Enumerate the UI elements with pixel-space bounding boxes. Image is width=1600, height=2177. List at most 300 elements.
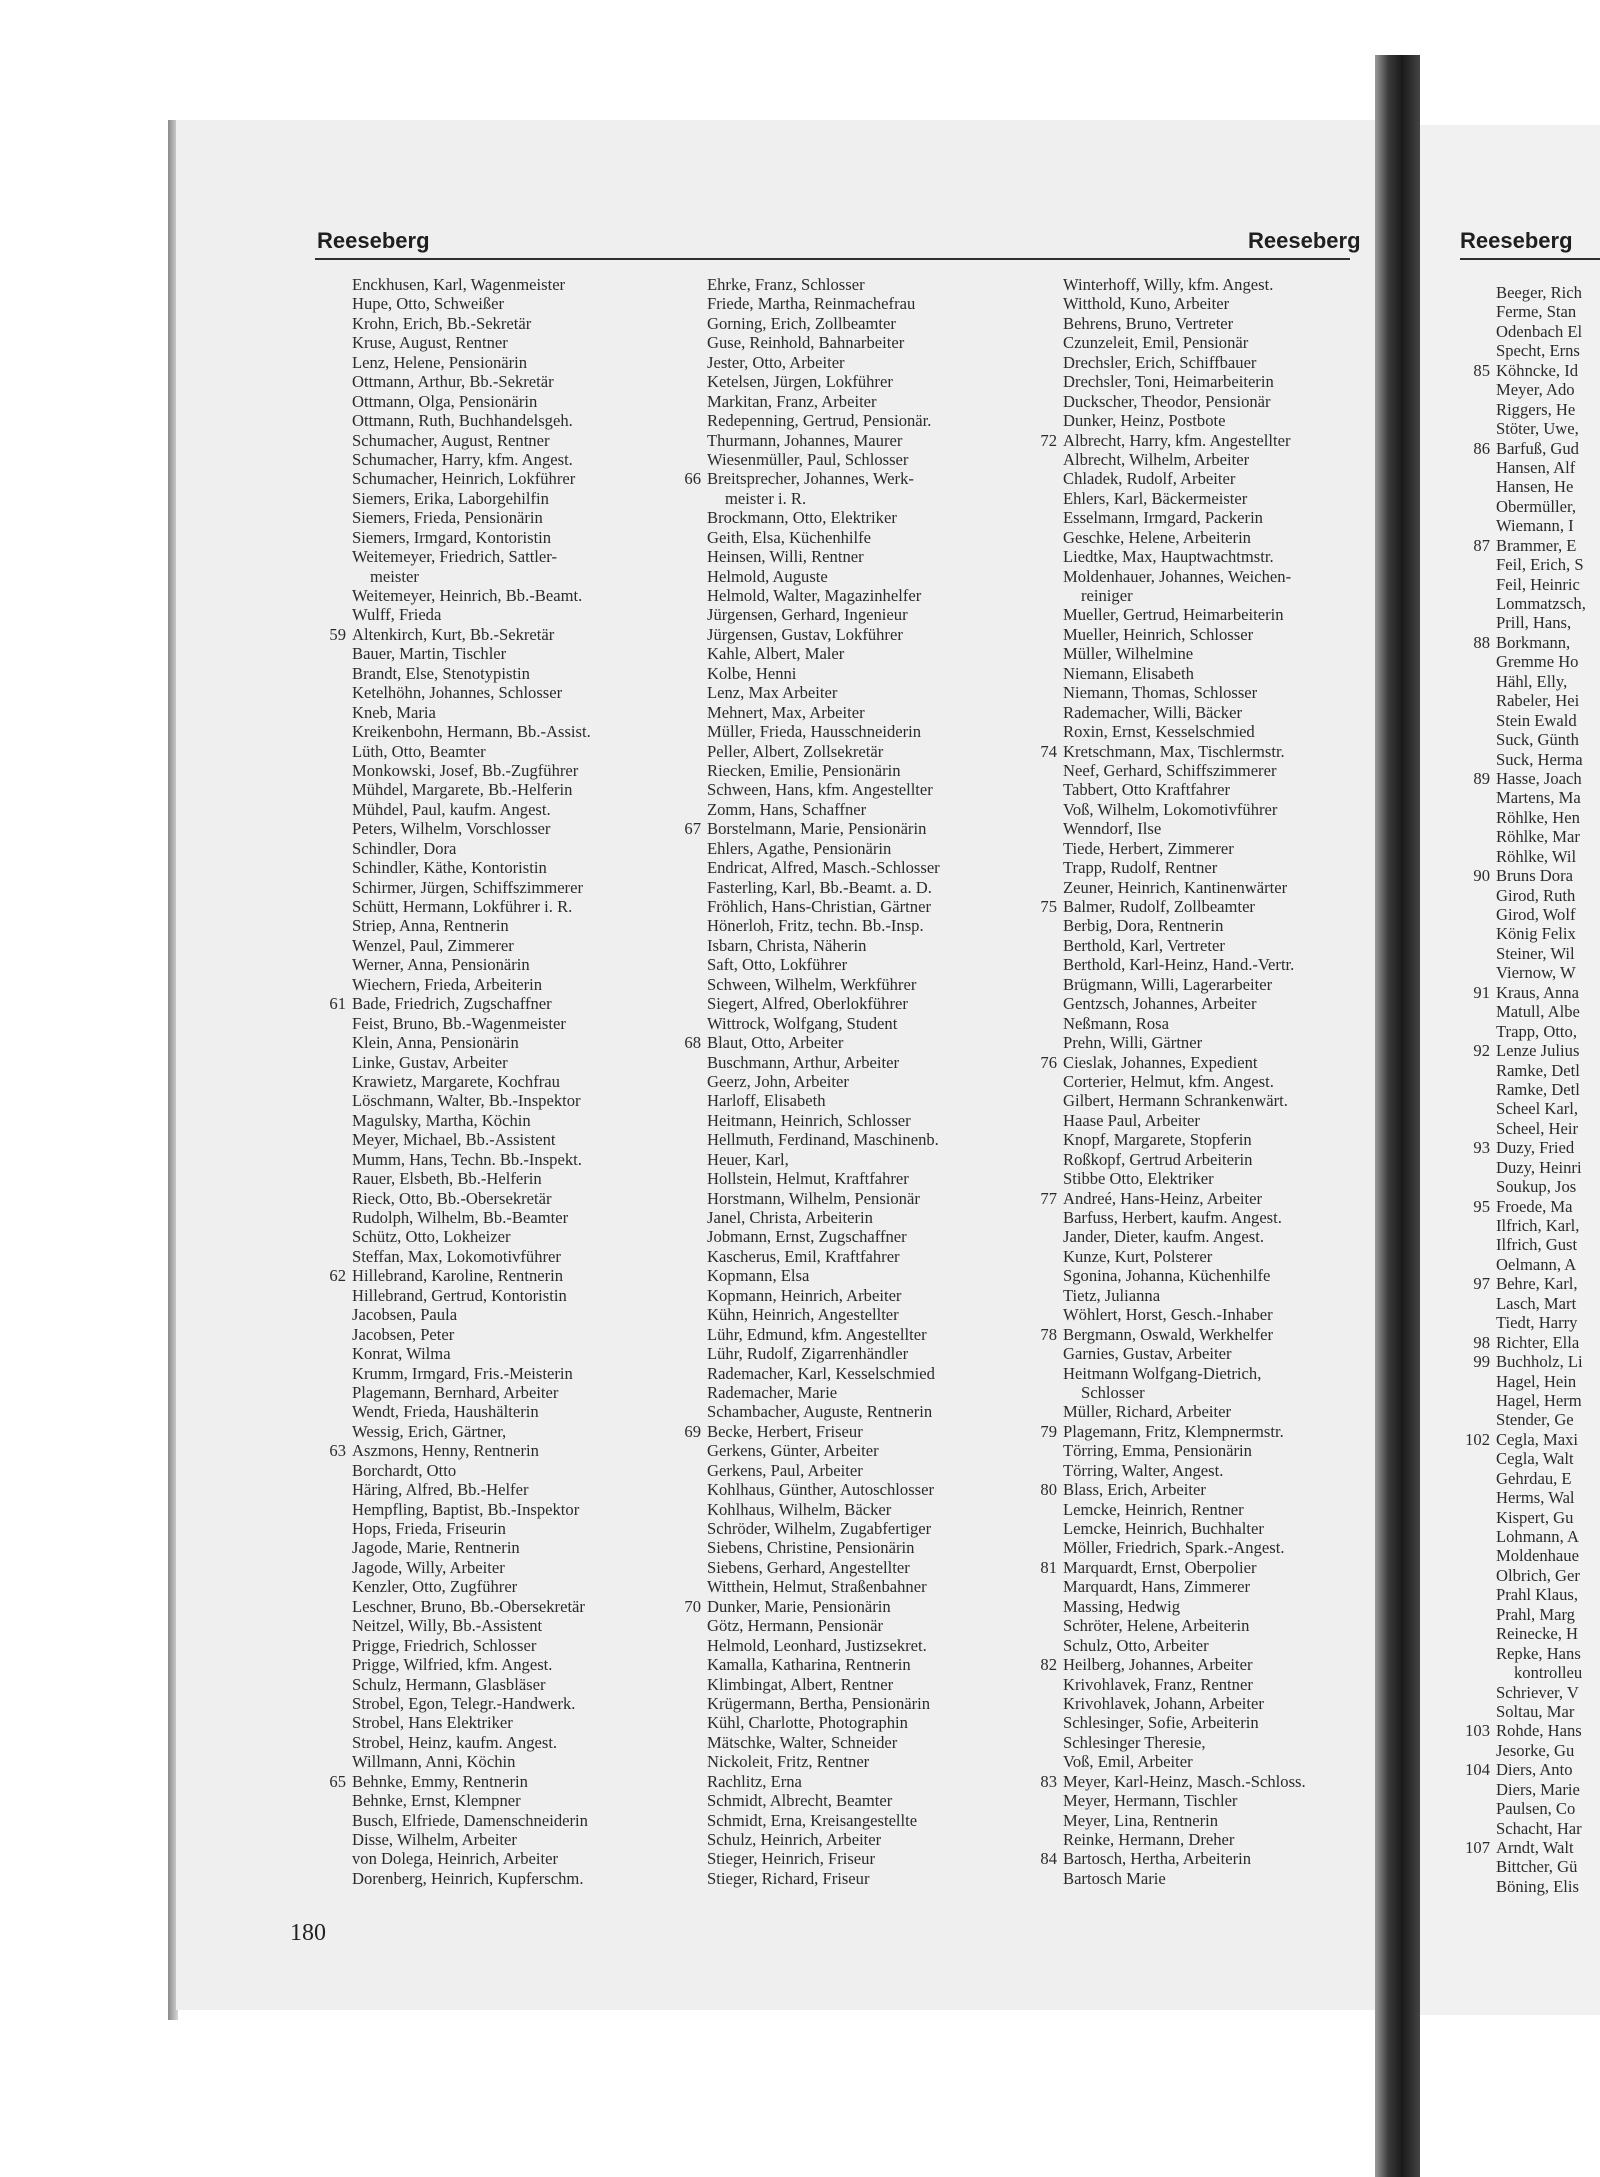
resident-name: Borchardt, Otto	[352, 1460, 457, 1480]
directory-entry	[352, 1208, 591, 1227]
directory-entry	[1496, 1061, 1586, 1080]
resident-name: Wiechern, Frieda, Arbeiterin	[352, 974, 543, 994]
resident-name: Heuer, Karl,	[707, 1149, 789, 1169]
resident-name: Scheel Karl,	[1496, 1099, 1579, 1119]
directory-entry	[1496, 1099, 1586, 1118]
directory-entry	[1040, 1771, 1306, 1791]
resident-name: Jacobsen, Paula	[352, 1305, 458, 1325]
directory-entry	[707, 275, 940, 294]
column-3	[1040, 275, 1306, 1888]
directory-entry	[707, 314, 940, 333]
directory-entry	[1063, 1169, 1306, 1188]
directory-entry	[352, 605, 591, 624]
directory-entry	[707, 800, 940, 819]
directory-entry	[352, 1286, 591, 1305]
resident-name: Janel, Christa, Arbeiterin	[707, 1208, 873, 1227]
directory-entry	[707, 683, 940, 702]
resident-name: Paulsen, Co	[1496, 1799, 1576, 1819]
resident-name: Ottmann, Olga, Pensionärin	[352, 391, 538, 411]
resident-name: reiniger	[1081, 586, 1133, 605]
resident-name: Mueller, Heinrich, Schlosser	[1063, 624, 1254, 644]
directory-entry	[1496, 1546, 1586, 1565]
resident-name: Suck, Günth	[1496, 730, 1579, 750]
resident-name: Knopf, Margarete, Stopferin	[1063, 1130, 1252, 1150]
directory-entry	[1063, 275, 1306, 294]
directory-entry	[1063, 1227, 1306, 1246]
resident-name: Ilfrich, Karl,	[1496, 1216, 1580, 1235]
resident-name: Massing, Hedwig	[1063, 1596, 1181, 1616]
directory-entry	[1496, 1410, 1586, 1429]
directory-entry	[1496, 788, 1586, 807]
resident-name: Siemers, Irmgard, Kontoristin	[352, 527, 552, 547]
directory-entry	[1063, 625, 1306, 644]
resident-name: Monkowski, Josef, Bb.-Zugführer	[352, 760, 579, 780]
directory-entry	[1063, 1441, 1306, 1460]
directory-entry	[352, 722, 591, 741]
resident-name: Ramke, Detl	[1496, 1060, 1580, 1080]
directory-entry	[1496, 1702, 1586, 1721]
directory-entry	[352, 508, 591, 527]
directory-entry	[1496, 827, 1586, 846]
directory-entry	[1496, 419, 1586, 438]
resident-name: Schumacher, Harry, kfm. Angest.	[352, 449, 573, 469]
directory-entry	[1496, 1819, 1586, 1838]
directory-entry	[707, 1364, 940, 1383]
resident-name: Viernow, W	[1496, 963, 1576, 983]
resident-name: Isbarn, Christa, Näherin	[707, 935, 867, 955]
resident-name: Stieger, Heinrich, Friseur	[707, 1849, 875, 1869]
resident-name: Rohde, Hans	[1496, 1721, 1582, 1741]
resident-name: Voß, Wilhelm, Lokomotivführer	[1063, 799, 1278, 819]
resident-name: Leschner, Bruno, Bb.-Obersekretär	[352, 1596, 585, 1616]
resident-name: Ramke, Detl	[1496, 1079, 1580, 1099]
resident-name: Garnies, Gustav, Arbeiter	[1063, 1344, 1232, 1364]
resident-name: Ferme, Stan	[1496, 302, 1577, 322]
directory-entry	[1063, 469, 1306, 488]
directory-entry	[1040, 1324, 1306, 1344]
directory-entry	[707, 878, 940, 897]
directory-entry	[1063, 683, 1306, 702]
directory-entry	[1496, 341, 1586, 360]
resident-name: Schween, Hans, kfm. Angestellter	[707, 780, 933, 800]
resident-name: Duckscher, Theodor, Pensionär	[1063, 391, 1271, 411]
directory-entry	[352, 1577, 591, 1596]
directory-entry	[352, 314, 591, 333]
resident-name: Drechsler, Erich, Schiffbauer	[1063, 352, 1257, 372]
house-number: 93	[1473, 1138, 1490, 1158]
directory-entry	[1473, 1196, 1586, 1216]
resident-name: Corterier, Helmut, kfm. Angest.	[1063, 1071, 1274, 1091]
directory-entry	[707, 897, 940, 916]
resident-name: Steffan, Max, Lokomotivführer	[352, 1246, 561, 1266]
resident-name: Krumm, Irmgard, Fris.-Meisterin	[352, 1363, 573, 1383]
resident-name: Cegla, Maxi	[1496, 1429, 1579, 1449]
resident-name: Lüth, Otto, Beamter	[352, 741, 486, 761]
resident-name: Ottmann, Arthur, Bb.-Sekretär	[352, 372, 554, 392]
resident-name: Guse, Reinhold, Bahnarbeiter	[707, 333, 905, 353]
directory-entry	[1473, 1041, 1586, 1061]
directory-entry	[1496, 497, 1586, 516]
resident-name: Weitemeyer, Friedrich, Sattler-	[352, 547, 558, 567]
resident-name: Müller, Wilhelmine	[1063, 644, 1194, 664]
resident-name: Saft, Otto, Lokführer	[707, 955, 848, 975]
resident-name: Geerz, John, Arbeiter	[707, 1071, 849, 1091]
directory-entry	[1063, 586, 1306, 605]
directory-entry	[707, 294, 940, 313]
resident-name: Heitmann Wolfgang-Dietrich,	[1063, 1363, 1262, 1383]
resident-name: Strobel, Egon, Telegr.-Handwerk.	[352, 1693, 576, 1713]
resident-name: Striep, Anna, Rentnerin	[352, 916, 509, 936]
resident-name: Kenzler, Otto, Zugführer	[352, 1577, 518, 1597]
directory-entry	[707, 1849, 940, 1868]
directory-entry	[1496, 1235, 1586, 1254]
directory-entry	[1473, 1138, 1586, 1158]
resident-name: Prigge, Friedrich, Schlosser	[352, 1635, 537, 1655]
directory-entry	[352, 372, 591, 391]
directory-entry	[352, 1247, 591, 1266]
resident-name: Hönerloh, Fritz, techn. Bb.-Insp.	[707, 916, 924, 936]
directory-entry	[1063, 1577, 1306, 1596]
resident-name: Neßmann, Rosa	[1063, 1013, 1169, 1033]
resident-name: Köhncke, Id	[1496, 360, 1579, 380]
directory-entry	[707, 1752, 940, 1771]
resident-name: Schindler, Käthe, Kontoristin	[352, 858, 547, 878]
resident-name: Breitsprecher, Johannes, Werk-	[707, 469, 914, 489]
resident-name: Busch, Elfriede, Damenschneiderin	[352, 1810, 588, 1830]
directory-entry	[352, 761, 591, 780]
house-number: 90	[1473, 866, 1490, 886]
directory-entry	[707, 1053, 940, 1072]
directory-entry	[684, 1033, 940, 1053]
directory-entry	[1040, 1052, 1306, 1072]
directory-entry	[352, 1616, 591, 1635]
directory-entry	[1496, 1857, 1586, 1876]
resident-name: Matull, Albe	[1496, 1002, 1580, 1022]
resident-name: Müller, Richard, Arbeiter	[1063, 1402, 1231, 1422]
directory-entry	[352, 819, 591, 838]
directory-entry	[707, 450, 940, 469]
directory-entry	[1063, 528, 1306, 547]
resident-name: Ehrke, Franz, Schlosser	[707, 275, 865, 294]
house-number: 99	[1473, 1352, 1490, 1372]
directory-entry	[684, 1421, 940, 1441]
directory-entry	[1496, 458, 1586, 477]
resident-name: König Felix	[1496, 924, 1576, 944]
resident-name: Schütt, Hermann, Lokführer i. R.	[352, 897, 573, 916]
directory-entry	[1473, 866, 1586, 886]
resident-name: Winterhoff, Willy, kfm. Angest.	[1063, 275, 1274, 294]
resident-name: Fröhlich, Hans-Christian, Gärtner	[707, 897, 931, 916]
resident-name: Gilbert, Hermann Schrankenwärt.	[1063, 1091, 1288, 1111]
resident-name: Disse, Wilhelm, Arbeiter	[352, 1830, 517, 1849]
directory-entry	[707, 508, 940, 527]
resident-name: Brockmann, Otto, Elektriker	[707, 508, 897, 528]
house-number: 67	[684, 819, 701, 839]
resident-name: Gehrdau, E	[1496, 1468, 1572, 1488]
resident-name: Schmidt, Albrecht, Beamter	[707, 1791, 893, 1811]
resident-name: Becke, Herbert, Friseur	[707, 1421, 863, 1441]
column-1	[329, 275, 591, 1888]
directory-entry	[352, 1558, 591, 1577]
directory-entry	[707, 916, 940, 935]
directory-entry	[352, 1325, 591, 1344]
directory-entry	[1063, 1130, 1306, 1149]
directory-entry	[352, 431, 591, 450]
resident-name: Lommatzsch,	[1496, 594, 1586, 613]
resident-name: Dunker, Marie, Pensionärin	[707, 1596, 891, 1616]
resident-name: Kohlhaus, Wilhelm, Bäcker	[707, 1499, 892, 1519]
resident-name: Lohmann, A	[1496, 1527, 1579, 1546]
resident-name: Hillebrand, Gertrud, Kontoristin	[352, 1285, 567, 1305]
resident-name: Hollstein, Helmut, Kraftfahrer	[707, 1169, 909, 1189]
house-number: 77	[1040, 1188, 1057, 1208]
resident-name: Kretschmann, Max, Tischlermstr.	[1063, 741, 1285, 761]
house-number: 78	[1040, 1324, 1057, 1344]
directory-entry	[352, 1150, 591, 1169]
resident-name: Brammer, E	[1496, 535, 1577, 555]
directory-entry	[352, 1480, 591, 1499]
directory-entry	[1496, 400, 1586, 419]
resident-name: Gerkens, Paul, Arbeiter	[707, 1460, 863, 1480]
directory-entry	[1063, 1830, 1306, 1849]
resident-name: Hellmuth, Ferdinand, Maschinenb.	[707, 1130, 939, 1150]
directory-entry	[1496, 322, 1586, 341]
resident-name: Schlesinger Theresie,	[1063, 1732, 1206, 1752]
resident-name: Ilfrich, Gust	[1496, 1235, 1578, 1255]
directory-entry	[1040, 1421, 1306, 1441]
directory-entry	[1063, 1733, 1306, 1752]
resident-name: Bauer, Martin, Tischler	[352, 644, 507, 664]
directory-entry	[1496, 1488, 1586, 1507]
directory-entry	[1063, 1150, 1306, 1169]
directory-entry	[707, 1713, 940, 1732]
directory-entry	[352, 664, 591, 683]
directory-entry	[1496, 1663, 1586, 1682]
directory-entry	[352, 1344, 591, 1363]
resident-name: Cegla, Walt	[1496, 1449, 1574, 1469]
directory-entry	[329, 1771, 591, 1791]
resident-name: Aszmons, Henny, Rentnerin	[352, 1441, 539, 1461]
directory-entry	[1063, 1208, 1306, 1227]
house-number: 84	[1040, 1849, 1057, 1869]
directory-entry	[1040, 1655, 1306, 1675]
directory-entry	[1496, 516, 1586, 535]
resident-name: Duzy, Fried	[1496, 1138, 1575, 1158]
directory-entry	[352, 858, 591, 877]
directory-entry	[707, 372, 940, 391]
directory-entry	[352, 644, 591, 663]
directory-entry	[352, 780, 591, 799]
directory-entry	[352, 897, 591, 916]
directory-entry	[707, 1247, 940, 1266]
resident-name: Kreikenbohn, Hermann, Bb.-Assist.	[352, 722, 591, 742]
directory-entry	[1496, 1080, 1586, 1099]
directory-entry	[1040, 430, 1306, 450]
resident-name: Markitan, Franz, Arbeiter	[707, 391, 877, 411]
resident-name: Redepenning, Gertrud, Pensionär.	[707, 411, 932, 431]
directory-entry	[1063, 1616, 1306, 1635]
header-next: Reeseberg	[1460, 228, 1573, 253]
resident-name: Hillebrand, Karoline, Rentnerin	[352, 1266, 564, 1286]
directory-entry	[1063, 1305, 1306, 1324]
resident-name: Schulz, Hermann, Glasbläser	[352, 1674, 546, 1694]
directory-entry	[352, 275, 591, 294]
house-number: 107	[1465, 1838, 1490, 1857]
resident-name: Obermüller,	[1496, 496, 1576, 516]
resident-name: Ottmann, Ruth, Buchhandelsgeh.	[352, 411, 573, 431]
directory-entry	[1063, 1675, 1306, 1694]
directory-entry	[1063, 1461, 1306, 1480]
resident-name: Berbig, Dora, Rentnerin	[1063, 916, 1224, 936]
resident-name: Oelmann, A	[1496, 1254, 1577, 1274]
directory-entry	[1496, 1566, 1586, 1585]
resident-name: Bade, Friedrich, Zugschaffner	[352, 994, 552, 1014]
resident-name: Möller, Friedrich, Spark.-Angest.	[1063, 1538, 1285, 1558]
directory-entry	[352, 1655, 591, 1674]
resident-name: Schween, Wilhelm, Werkführer	[707, 974, 917, 994]
resident-name: Willmann, Anni, Köchin	[352, 1752, 516, 1772]
header-rule	[315, 258, 1350, 260]
directory-entry	[1496, 1799, 1586, 1818]
directory-entry	[1496, 1372, 1586, 1391]
resident-name: Lühr, Rudolf, Zigarrenhändler	[707, 1344, 909, 1364]
directory-entry	[352, 683, 591, 702]
resident-name: Repke, Hans	[1496, 1643, 1581, 1663]
resident-name: Klein, Anna, Pensionärin	[352, 1033, 519, 1053]
resident-name: Mätschke, Walter, Schneider	[707, 1732, 898, 1752]
resident-name: Hasse, Joach	[1496, 768, 1582, 788]
directory-entry	[352, 1597, 591, 1616]
resident-name: Bittcher, Gü	[1496, 1857, 1578, 1877]
directory-entry	[1496, 711, 1586, 730]
directory-entry	[707, 1577, 940, 1596]
directory-entry	[707, 1655, 940, 1674]
directory-entry	[1063, 1344, 1306, 1363]
resident-name: Gerkens, Günter, Arbeiter	[707, 1441, 879, 1461]
directory-entry	[707, 567, 940, 586]
resident-name: Behnke, Ernst, Klempner	[352, 1791, 521, 1811]
directory-entry	[352, 975, 591, 994]
directory-entry	[352, 1830, 591, 1849]
resident-name: Schlosser	[1081, 1382, 1145, 1402]
resident-name: Röhlke, Wil	[1496, 846, 1577, 866]
directory-entry	[1063, 489, 1306, 508]
directory-entry	[1473, 982, 1586, 1002]
resident-name: meister i. R.	[725, 488, 807, 508]
directory-entry	[1063, 1713, 1306, 1732]
directory-entry	[1063, 664, 1306, 683]
resident-name: Mumm, Hans, Techn. Bb.-Inspekt.	[352, 1149, 582, 1169]
directory-entry	[1496, 1469, 1586, 1488]
resident-name: Jesorke, Gu	[1496, 1740, 1575, 1760]
resident-name: Bartosch Marie	[1063, 1868, 1166, 1888]
resident-name: Wiemann, I	[1496, 516, 1574, 536]
resident-name: Kühl, Charlotte, Photographin	[707, 1713, 908, 1733]
directory-entry	[707, 1480, 940, 1499]
directory-entry	[1496, 924, 1586, 943]
resident-name: Meyer, Ado	[1496, 380, 1575, 400]
directory-entry	[352, 1694, 591, 1713]
resident-name: Mehnert, Max, Arbeiter	[707, 702, 865, 722]
house-number: 103	[1465, 1721, 1490, 1741]
resident-name: Schröder, Wilhelm, Zugabfertiger	[707, 1519, 932, 1538]
resident-name: Wulff, Frieda	[352, 605, 442, 625]
directory-entry	[707, 353, 940, 372]
directory-entry	[1063, 916, 1306, 935]
resident-name: Prill, Hans,	[1496, 613, 1572, 633]
resident-name: Klimbingat, Albert, Rentner	[707, 1674, 894, 1694]
resident-name: Brandt, Else, Stenotypistin	[352, 663, 530, 683]
resident-name: Rademacher, Karl, Kesselschmied	[707, 1363, 935, 1383]
directory-entry	[1496, 1177, 1586, 1196]
resident-name: Thurmann, Johannes, Maurer	[707, 430, 903, 450]
directory-entry	[1496, 963, 1586, 982]
directory-entry	[329, 624, 591, 644]
header-rule-next	[1460, 258, 1600, 260]
resident-name: Schmidt, Erna, Kreisangestellte	[707, 1810, 918, 1830]
directory-entry	[1496, 730, 1586, 749]
directory-entry	[352, 1752, 591, 1771]
directory-entry	[1496, 477, 1586, 496]
resident-name: Jobmann, Ernst, Zugschaffner	[707, 1227, 907, 1247]
resident-name: Krohn, Erich, Bb.-Sekretär	[352, 313, 532, 333]
resident-name: kontrolleu	[1514, 1663, 1583, 1683]
resident-name: Schröter, Helene, Arbeiterin	[1063, 1616, 1250, 1636]
resident-name: Rauer, Elsbeth, Bb.-Helferin	[352, 1169, 542, 1189]
resident-name: Heinsen, Willi, Rentner	[707, 547, 864, 567]
directory-entry	[1063, 819, 1306, 838]
directory-entry	[1496, 652, 1586, 671]
directory-entry	[1496, 1119, 1586, 1138]
directory-entry	[352, 1053, 591, 1072]
directory-entry	[1473, 1274, 1586, 1294]
directory-entry	[707, 644, 940, 663]
resident-name: Krawietz, Margarete, Kochfrau	[352, 1071, 560, 1091]
directory-entry	[352, 742, 591, 761]
resident-name: Barfuss, Herbert, kaufm. Angest.	[1063, 1208, 1282, 1227]
house-number: 70	[684, 1596, 701, 1616]
resident-name: Götz, Hermann, Pensionär	[707, 1616, 884, 1636]
directory-entry	[707, 1772, 940, 1791]
directory-entry	[352, 1869, 591, 1888]
directory-entry	[352, 1189, 591, 1208]
resident-name: Schütz, Otto, Lokheizer	[352, 1227, 511, 1247]
house-number: 85	[1473, 360, 1490, 380]
resident-name: Rademacher, Marie	[707, 1382, 838, 1402]
resident-name: Törring, Walter, Angest.	[1063, 1460, 1224, 1480]
resident-name: Moldenhauer, Johannes, Weichen-	[1063, 566, 1292, 586]
directory-entry	[1496, 1624, 1586, 1643]
directory-entry	[1063, 411, 1306, 430]
directory-entry	[707, 1869, 940, 1888]
resident-name: Feil, Erich, S	[1496, 555, 1584, 575]
resident-name: Odenbach El	[1496, 321, 1583, 341]
directory-entry	[1063, 858, 1306, 877]
directory-entry	[1063, 372, 1306, 391]
directory-entry	[707, 605, 940, 624]
directory-entry	[352, 1402, 591, 1421]
resident-name: Rademacher, Willi, Bäcker	[1063, 702, 1242, 722]
resident-name: Girod, Wolf	[1496, 905, 1576, 924]
directory-entry	[1063, 1111, 1306, 1130]
resident-name: Krivohlavek, Johann, Arbeiter	[1063, 1693, 1264, 1713]
directory-entry	[707, 586, 940, 605]
house-number: 81	[1040, 1557, 1057, 1577]
directory-entry	[1063, 703, 1306, 722]
resident-name: Steiner, Wil	[1496, 943, 1575, 963]
resident-name: Peller, Albert, Zollsekretär	[707, 741, 884, 761]
resident-name: Hops, Frieda, Friseurin	[352, 1519, 506, 1538]
